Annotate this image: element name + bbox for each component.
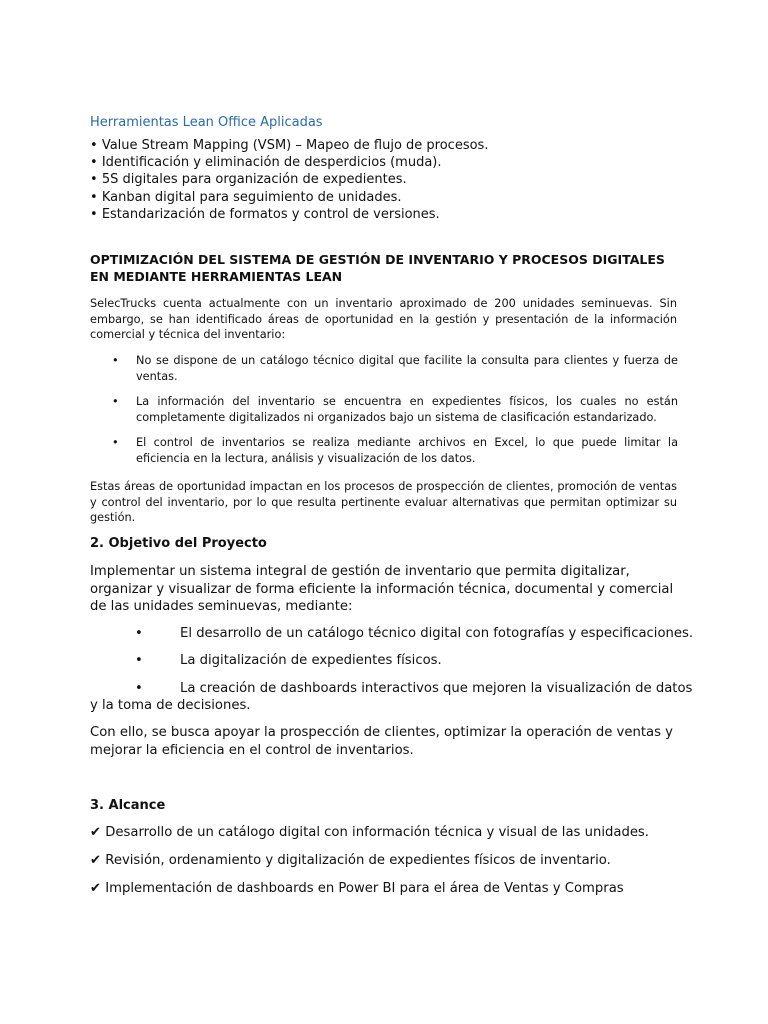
bullet-continuation: y la toma de decisiones. <box>90 698 251 713</box>
bullet-symbol: • <box>135 681 143 696</box>
bullet-text: La digitalización de expedientes físicos. <box>180 653 442 668</box>
check-item-text: Implementación de dashboards en Power BI para el área de Ventas y Compras <box>105 881 624 896</box>
optimization-closing: Estas áreas de oportunidad impactan en los procesos de prospección de clientes, promoción de ventas y control del inventario, por lo que resulta pertinente evaluar alternativas que permitan optimizar su gestión. <box>90 480 677 525</box>
list-item: • Identificación y eliminación de desperdicios (muda). <box>90 154 488 171</box>
bullet-symbol: • <box>112 436 119 449</box>
list-item <box>112 353 678 384</box>
list-item <box>0 625 768 643</box>
check-item-text: Revisión, ordenamiento y digitalización de expedientes físicos de inventario. <box>105 853 611 868</box>
list-item <box>0 652 768 670</box>
optimization-intro: SelecTrucks cuenta actualmente con un inventario aproximado de 200 unidades seminuevas. Sin embargo, se han identificado áreas de oportunidad en la gestión y presentación de la información comercial y técnica del inventario: <box>90 297 677 342</box>
list-item <box>90 881 624 896</box>
bullet-text: La información del inventario se encuentra en expedientes físicos, los cuales no están completamente digitalizados ni organizados bajo un sistema de clasificación estandarizado. <box>136 395 678 424</box>
lean-tools-title: Herramientas Lean Office Aplicadas <box>90 115 323 130</box>
bullet-text: El desarrollo de un catálogo técnico digital con fotografías y especificaciones. <box>180 626 694 641</box>
check-icon: ✔ <box>90 881 102 896</box>
list-item: • Value Stream Mapping (VSM) – Mapeo de flujo de procesos. <box>90 137 488 154</box>
check-item-text: Desarrollo de un catálogo digital con información técnica y visual de las unidades. <box>105 825 649 840</box>
objective-intro: Implementar un sistema integral de gestión de inventario que permita digitalizar, organizar y visualizar de forma eficiente la información técnica, documental y comercial de las unidades seminuevas, mediante: <box>90 564 674 614</box>
bullet-text: No se dispone de un catálogo técnico digital que facilite la consulta para clientes y fuerza de ventas. <box>136 354 678 383</box>
objective-heading: 2. Objetivo del Proyecto <box>90 536 267 551</box>
check-icon: ✔ <box>90 825 102 840</box>
list-item <box>90 853 611 868</box>
optimization-heading: OPTIMIZACIÓN DEL SISTEMA DE GESTIÓN DE INVENTARIO Y PROCESOS DIGITALES EN MEDIANTE HERRAMIENTAS LEAN <box>90 252 665 284</box>
bullet-symbol: • <box>112 354 119 367</box>
list-item: • 5S digitales para organización de expedientes. <box>90 171 488 188</box>
list-item <box>90 825 649 840</box>
scope-heading: 3. Alcance <box>90 798 166 813</box>
bullet-symbol: • <box>135 626 143 641</box>
bullet-symbol: • <box>112 395 119 408</box>
objective-closing: Con ello, se busca apoyar la prospección de clientes, optimizar la operación de ventas y mejorar la eficiencia en el control de inventarios. <box>90 725 673 758</box>
bullet-symbol: • <box>135 653 143 668</box>
bullet-text: La creación de dashboards interactivos que mejoren la visualización de datos <box>180 681 693 696</box>
list-item: • Kanban digital para seguimiento de unidades. <box>90 189 488 206</box>
list-item <box>112 394 678 425</box>
list-item <box>112 435 678 466</box>
list-item <box>0 680 768 698</box>
bullet-text: El control de inventarios se realiza mediante archivos en Excel, lo que puede limitar la eficiencia en la lectura, análisis y visualización de los datos. <box>136 436 678 465</box>
check-icon: ✔ <box>90 853 102 868</box>
list-item: • Estandarización de formatos y control de versiones. <box>90 206 488 223</box>
lean-tools-list <box>90 137 488 223</box>
